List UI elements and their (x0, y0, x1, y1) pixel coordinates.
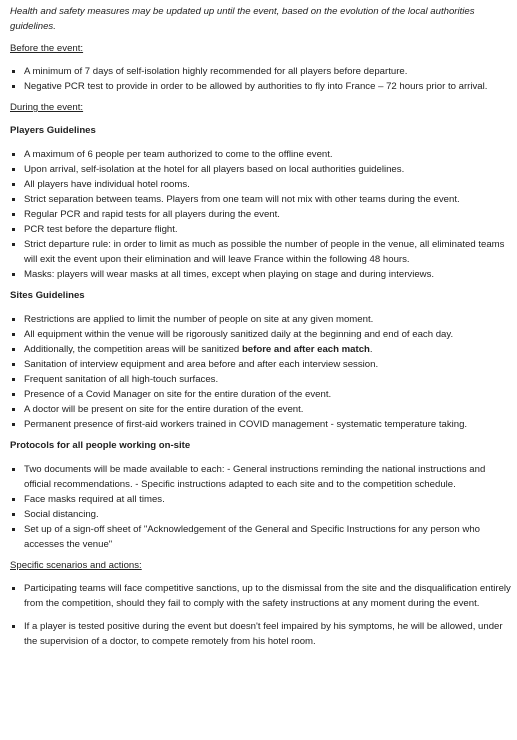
during-event-heading: During the event: (10, 102, 84, 113)
scenarios-list (10, 581, 511, 649)
list-item: Set up of a sign-off sheet of "Acknowledgement of the General and Specific Instructions for any person who accesses the venue" (10, 522, 511, 552)
list-item: Sanitation of interview equipment and area before and after each interview session. (10, 357, 511, 372)
sanitize-text: Additionally, the competition areas will be sanitized (24, 344, 242, 355)
sanitize-end: . (369, 344, 373, 355)
list-item (10, 342, 511, 357)
intro-note: Health and safety measures may be updated up until the event, based on the evolution of the local authorities guidelines. (10, 6, 475, 32)
sites-guidelines-list (10, 312, 511, 432)
list-item: Strict separation between teams. Players from one team will not mix with other teams during the event. (10, 192, 511, 207)
list-item: Two documents will be made available to each: - General instructions reminding the national instructions and official recommendations. - Specific instructions adapted to each site and to the competition schedule. (10, 462, 511, 492)
list-item: A doctor will be present on site for the entire duration of the event. (10, 402, 511, 417)
list-item: A maximum of 6 people per team authorized to come to the offline event. (10, 147, 511, 162)
list-item: Negative PCR test to provide in order to be allowed by authorities to fly into France – 72 hours prior to arrival. (10, 79, 511, 94)
list-item: All players have individual hotel rooms. (10, 177, 511, 192)
before-event-heading: Before the event: (10, 43, 84, 54)
protocols-heading: Protocols for all people working on-site (10, 440, 191, 451)
list-item: Regular PCR and rapid tests for all players during the event. (10, 207, 511, 222)
list-item: Frequent sanitation of all high-touch surfaces. (10, 372, 511, 387)
protocols-list (10, 462, 511, 552)
list-item: Face masks required at all times. (10, 492, 511, 507)
list-item: A minimum of 7 days of self-isolation highly recommended for all players before departure. (10, 64, 511, 79)
list-item: Restrictions are applied to limit the number of people on site at any given moment. (10, 312, 511, 327)
players-guidelines-list (10, 147, 511, 282)
list-item: Permanent presence of first-aid workers trained in COVID management - systematic temperature taking. (10, 417, 511, 432)
before-event-list (10, 64, 511, 94)
sites-guidelines-heading: Sites Guidelines (10, 290, 85, 301)
list-item: Presence of a Covid Manager on site for the entire duration of the event. (10, 387, 511, 402)
sanitize-emphasis: before and after each match (241, 344, 370, 355)
list-item: All equipment within the venue will be rigorously sanitized daily at the beginning and end of each day. (10, 327, 511, 342)
list-item: Social distancing. (10, 507, 511, 522)
list-item: Participating teams will face competitive sanctions, up to the dismissal from the site and the disqualification entirely from the competition, should they fail to comply with the safety instructions at any moment during the event. (10, 581, 511, 611)
list-item: Masks: players will wear masks at all times, except when playing on stage and during interviews. (10, 267, 511, 282)
list-item: Upon arrival, self-isolation at the hotel for all players based on local authorities guidelines. (10, 162, 511, 177)
scenarios-heading: Specific scenarios and actions: (10, 560, 142, 571)
list-item: Strict departure rule: in order to limit as much as possible the number of people in the venue, all eliminated teams will exit the event upon their elimination and will leave France within the following 48 hours. (10, 237, 511, 267)
list-item: PCR test before the departure flight. (10, 222, 511, 237)
list-item: If a player is tested positive during the event but doesn't feel impaired by his symptoms, he will be allowed, under the supervision of a doctor, to compete remotely from his hotel room. (10, 619, 511, 649)
players-guidelines-heading: Players Guidelines (10, 125, 96, 136)
